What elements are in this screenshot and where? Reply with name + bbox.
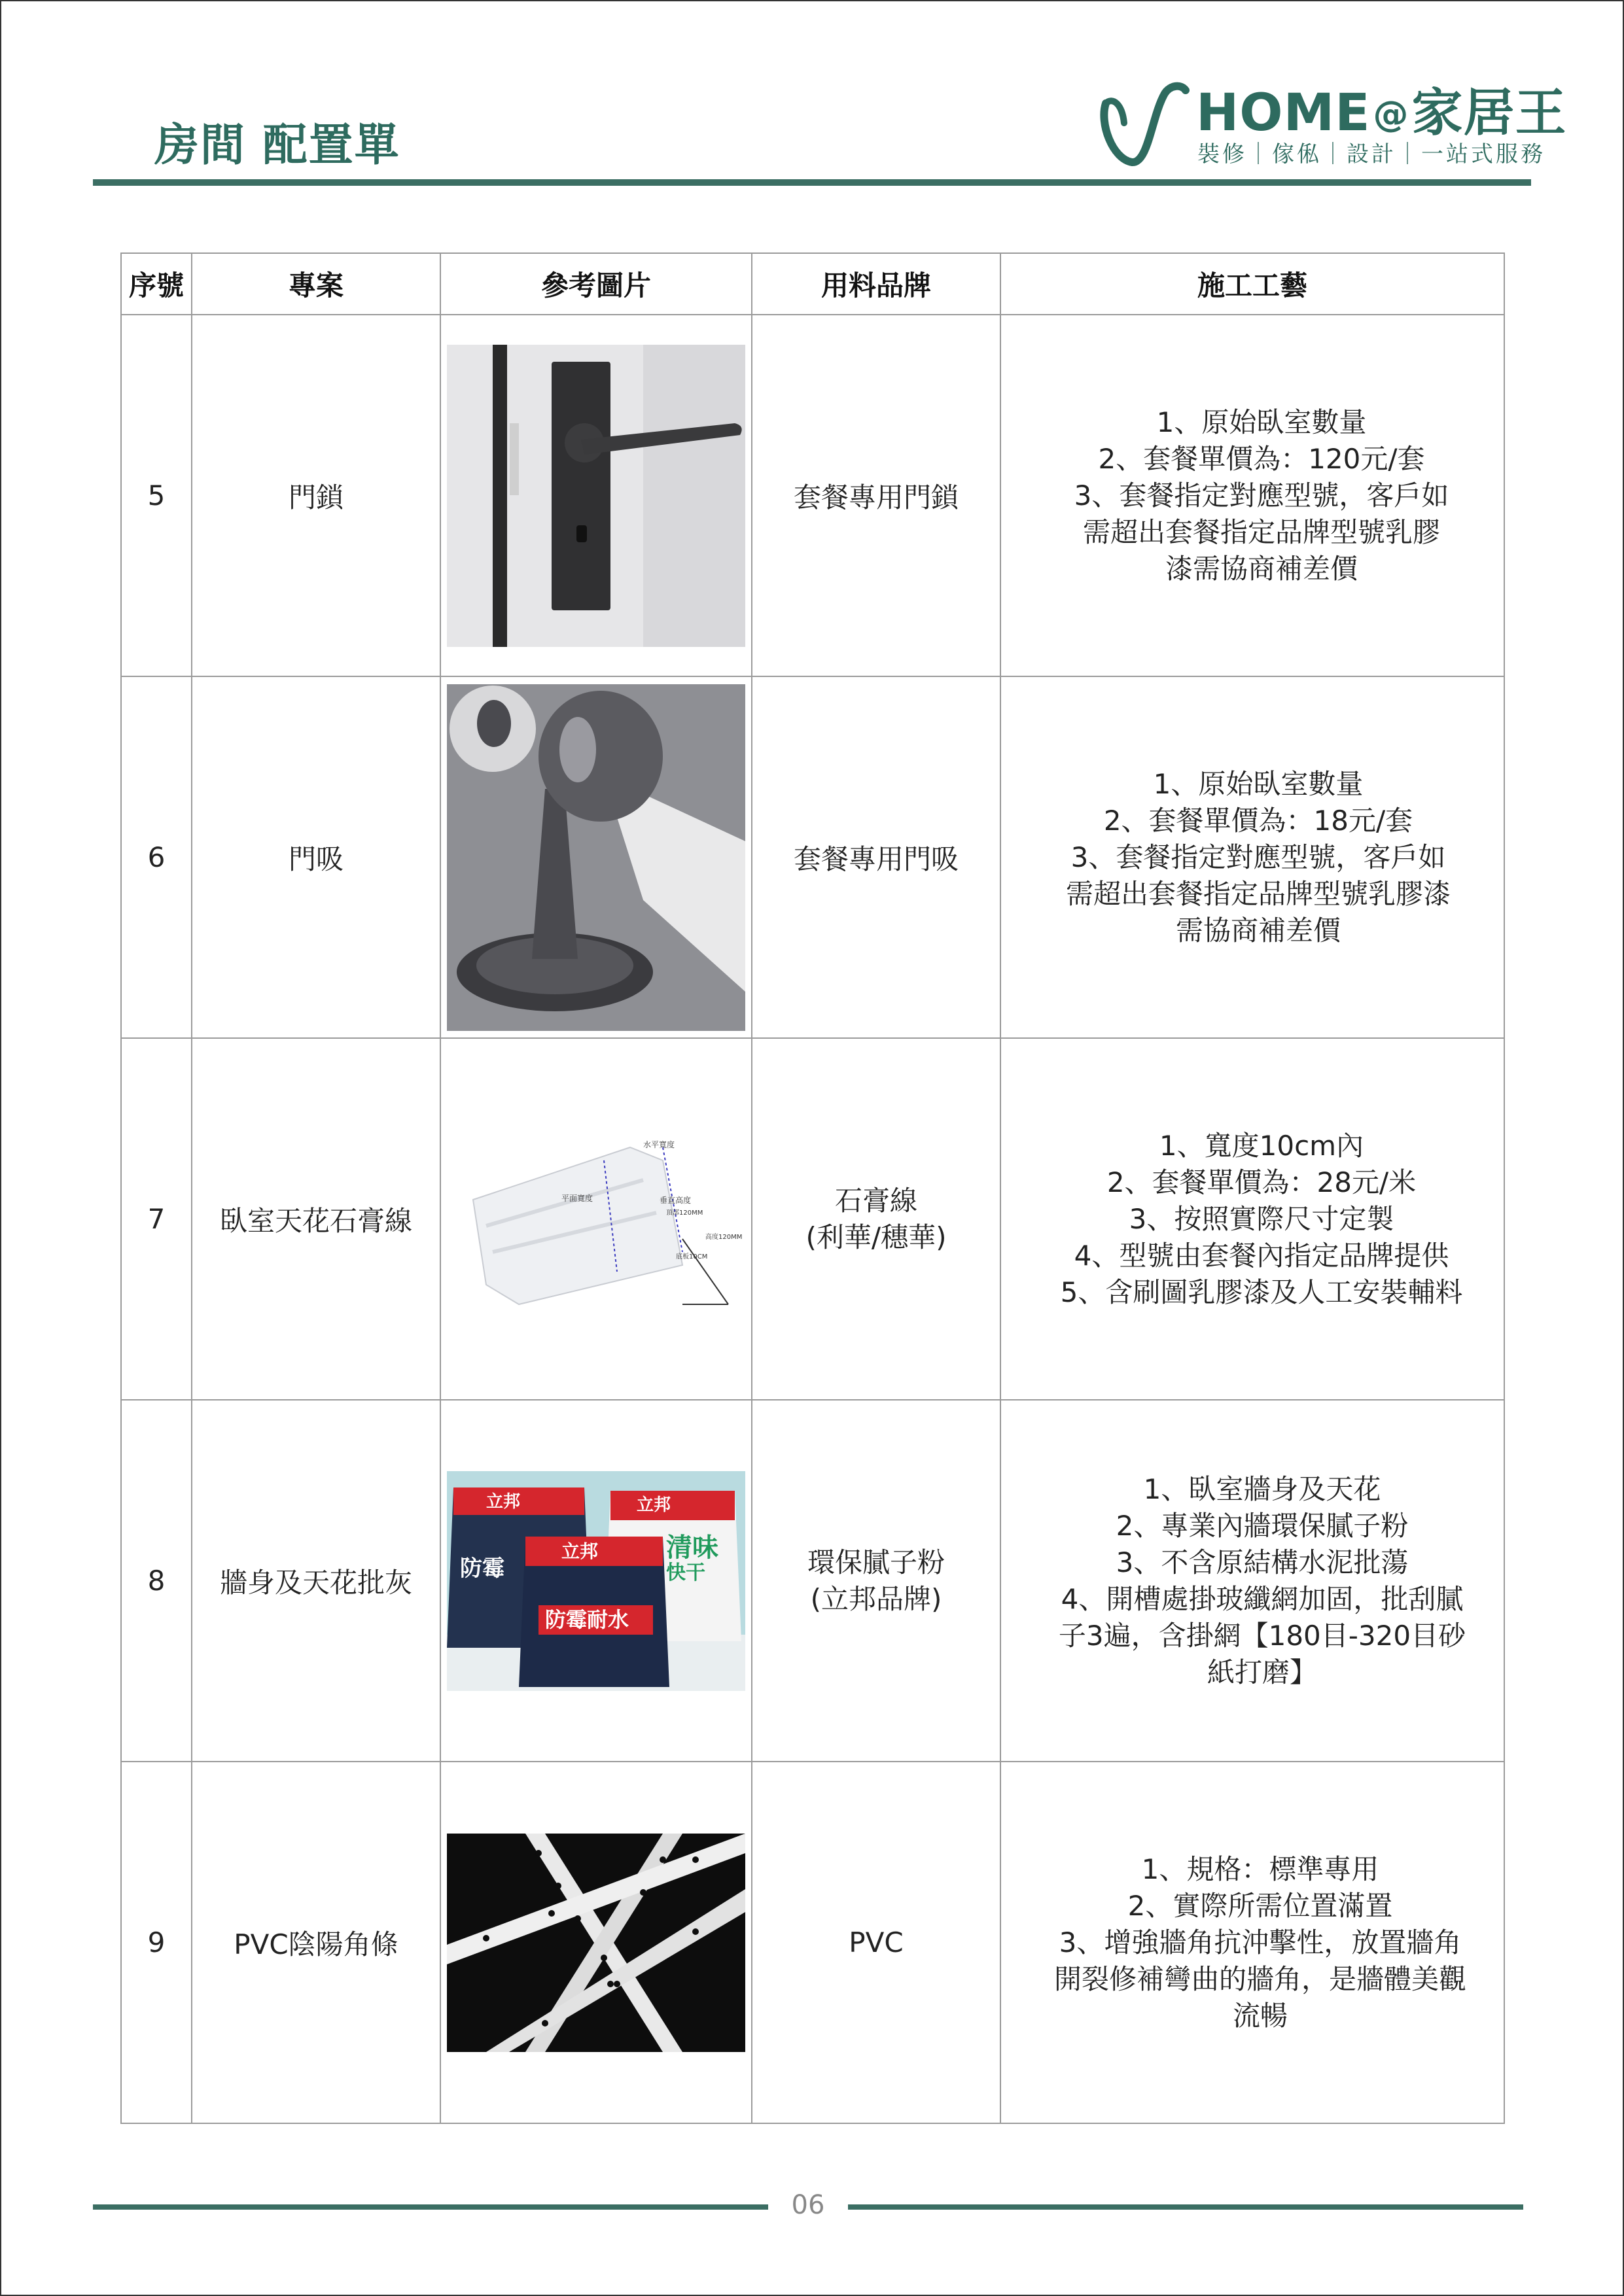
bag-logo-text: 清味 [666, 1532, 718, 1563]
row-item: 臥室天花石膏線 [192, 1038, 440, 1400]
configuration-table [120, 252, 1505, 2124]
row-number: 7 [121, 1038, 192, 1400]
brand-logo-mark-icon [1093, 77, 1191, 169]
tech-line: 需協商補差價 [1175, 914, 1341, 947]
row-image-cell [440, 676, 752, 1038]
brand-at: @ [1373, 94, 1409, 135]
bag-logo-text: 快干 [666, 1561, 705, 1584]
cornice-label: 平面寬度 [561, 1193, 593, 1203]
tech-line: 3、增強牆角抗沖擊性，放置牆角 [1059, 1926, 1462, 1958]
column-header-tech: 施工工藝 [1000, 253, 1504, 315]
brand-wordmark [1196, 72, 1567, 145]
tech-line: 4、型號由套餐內指定品牌提供 [1074, 1239, 1449, 1272]
bag-logo-text: 防霉 [460, 1555, 504, 1582]
row-tech [1000, 1038, 1504, 1400]
tech-line: 1、原始臥室數量 [1156, 406, 1367, 438]
row-item: PVC陰陽角條 [192, 1762, 440, 2123]
tech-line: 5、含刷圖乳膠漆及人工安裝輔料 [1060, 1276, 1463, 1308]
brand-logo [1093, 72, 1567, 170]
table-row [121, 1400, 1504, 1762]
tech-line: 需超出套餐指定品牌型號乳膠漆 [1065, 877, 1451, 910]
bag-logo-text: 防霉耐水 [545, 1607, 629, 1632]
bag-logo-text: 立邦 [561, 1540, 599, 1562]
door-lock-photo [447, 345, 745, 647]
tech-line: 3、套餐指定對應型號，客戶如 [1074, 479, 1449, 512]
tech-line: 2、套餐單價為：18元/套 [1103, 804, 1413, 837]
row-number: 9 [121, 1762, 192, 2123]
row-brand: 套餐專用門吸 [752, 676, 1000, 1038]
tech-line: 子3遍，含掛網【180目-320目砂 [1058, 1619, 1466, 1652]
row-image-cell [440, 1400, 752, 1762]
row-tech [1000, 676, 1504, 1038]
cornice-label: 頂部120MM [666, 1209, 703, 1217]
table-row [121, 1762, 1504, 2123]
bag-logo-text: 立邦 [637, 1495, 671, 1515]
tech-line: 流暢 [1232, 1999, 1288, 2032]
tech-line: 1、寬度10cm內 [1159, 1129, 1364, 1162]
tech-line: 3、套餐指定對應型號，客戶如 [1070, 841, 1446, 873]
row-item: 牆身及天花批灰 [192, 1400, 440, 1762]
tech-line: 2、實際所需位置滿置 [1127, 1889, 1393, 1922]
cornice-label: 高度120MM [705, 1233, 743, 1241]
brand-line: 環保膩子粉 (立邦品牌) [807, 1546, 945, 1615]
brand-name: HOME [1196, 84, 1371, 143]
row-tech [1000, 315, 1504, 676]
column-header-brand: 用料品牌 [752, 253, 1000, 315]
cornice-label: 水平寬度 [643, 1139, 675, 1149]
row-item: 門鎖 [192, 315, 440, 676]
footer-rule-right [848, 2204, 1523, 2210]
table-row [121, 676, 1504, 1038]
table-row [121, 315, 1504, 676]
footer-rule-left [93, 2204, 768, 2210]
tech-line: 1、規格：標準專用 [1141, 1852, 1379, 1885]
page-title: 房間 配置單 [154, 120, 400, 171]
row-image-cell [440, 315, 752, 676]
table-row [121, 1038, 1504, 1400]
tech-line: 1、臥室牆身及天花 [1143, 1472, 1381, 1505]
tech-line: 漆需協商補差價 [1165, 552, 1358, 585]
door-stopper-photo [447, 684, 745, 1031]
row-tech [1000, 1400, 1504, 1762]
gypsum-cornice-photo [447, 1121, 745, 1317]
tech-line: 3、不含原結構水泥批蕩 [1116, 1546, 1409, 1578]
row-brand [752, 1038, 1000, 1400]
header-divider [93, 179, 1531, 186]
row-number: 5 [121, 315, 192, 676]
brand-tagline: 裝修｜傢俬｜設計｜一站式服務 [1197, 141, 1545, 167]
bag-logo-text: 立邦 [486, 1491, 521, 1512]
cornice-label: 底板10CM [676, 1253, 708, 1261]
tech-line: 2、專業內牆環保膩子粉 [1116, 1509, 1409, 1542]
row-number: 6 [121, 676, 192, 1038]
tech-line: 2、套餐單價為：120元/套 [1098, 442, 1425, 475]
brand-line: 石膏線 (利華/穗華) [805, 1184, 947, 1253]
tech-line: 3、按照實際尺寸定製 [1129, 1202, 1394, 1235]
row-image-cell [440, 1762, 752, 2123]
table-header-row [121, 253, 1504, 315]
row-brand: PVC [752, 1762, 1000, 2123]
tech-line: 需超出套餐指定品牌型號乳膠 [1082, 515, 1440, 548]
row-brand [752, 1400, 1000, 1762]
row-item: 門吸 [192, 676, 440, 1038]
cornice-label: 垂直高度 [660, 1195, 692, 1205]
column-header-no: 序號 [121, 253, 192, 315]
row-number: 8 [121, 1400, 192, 1762]
column-header-image: 參考圖片 [440, 253, 752, 315]
putty-powder-bags-photo [447, 1471, 745, 1691]
row-tech [1000, 1762, 1504, 2123]
tech-line: 2、套餐單價為：28元/米 [1106, 1166, 1417, 1198]
tech-line: 開裂修補彎曲的牆角，是牆體美觀 [1053, 1962, 1466, 1995]
column-header-item: 專案 [192, 253, 440, 315]
brand-cn: 家居王 [1411, 84, 1567, 143]
tech-line: 1、原始臥室數量 [1153, 767, 1364, 800]
page-number: 06 [791, 2190, 825, 2220]
row-image-cell [440, 1038, 752, 1400]
pvc-corner-strip-photo [447, 1834, 745, 2052]
tech-line: 紙打磨】 [1207, 1656, 1317, 1688]
tech-line: 4、開槽處掛玻纖網加固，批刮膩 [1061, 1582, 1464, 1615]
row-brand: 套餐專用門鎖 [752, 315, 1000, 676]
